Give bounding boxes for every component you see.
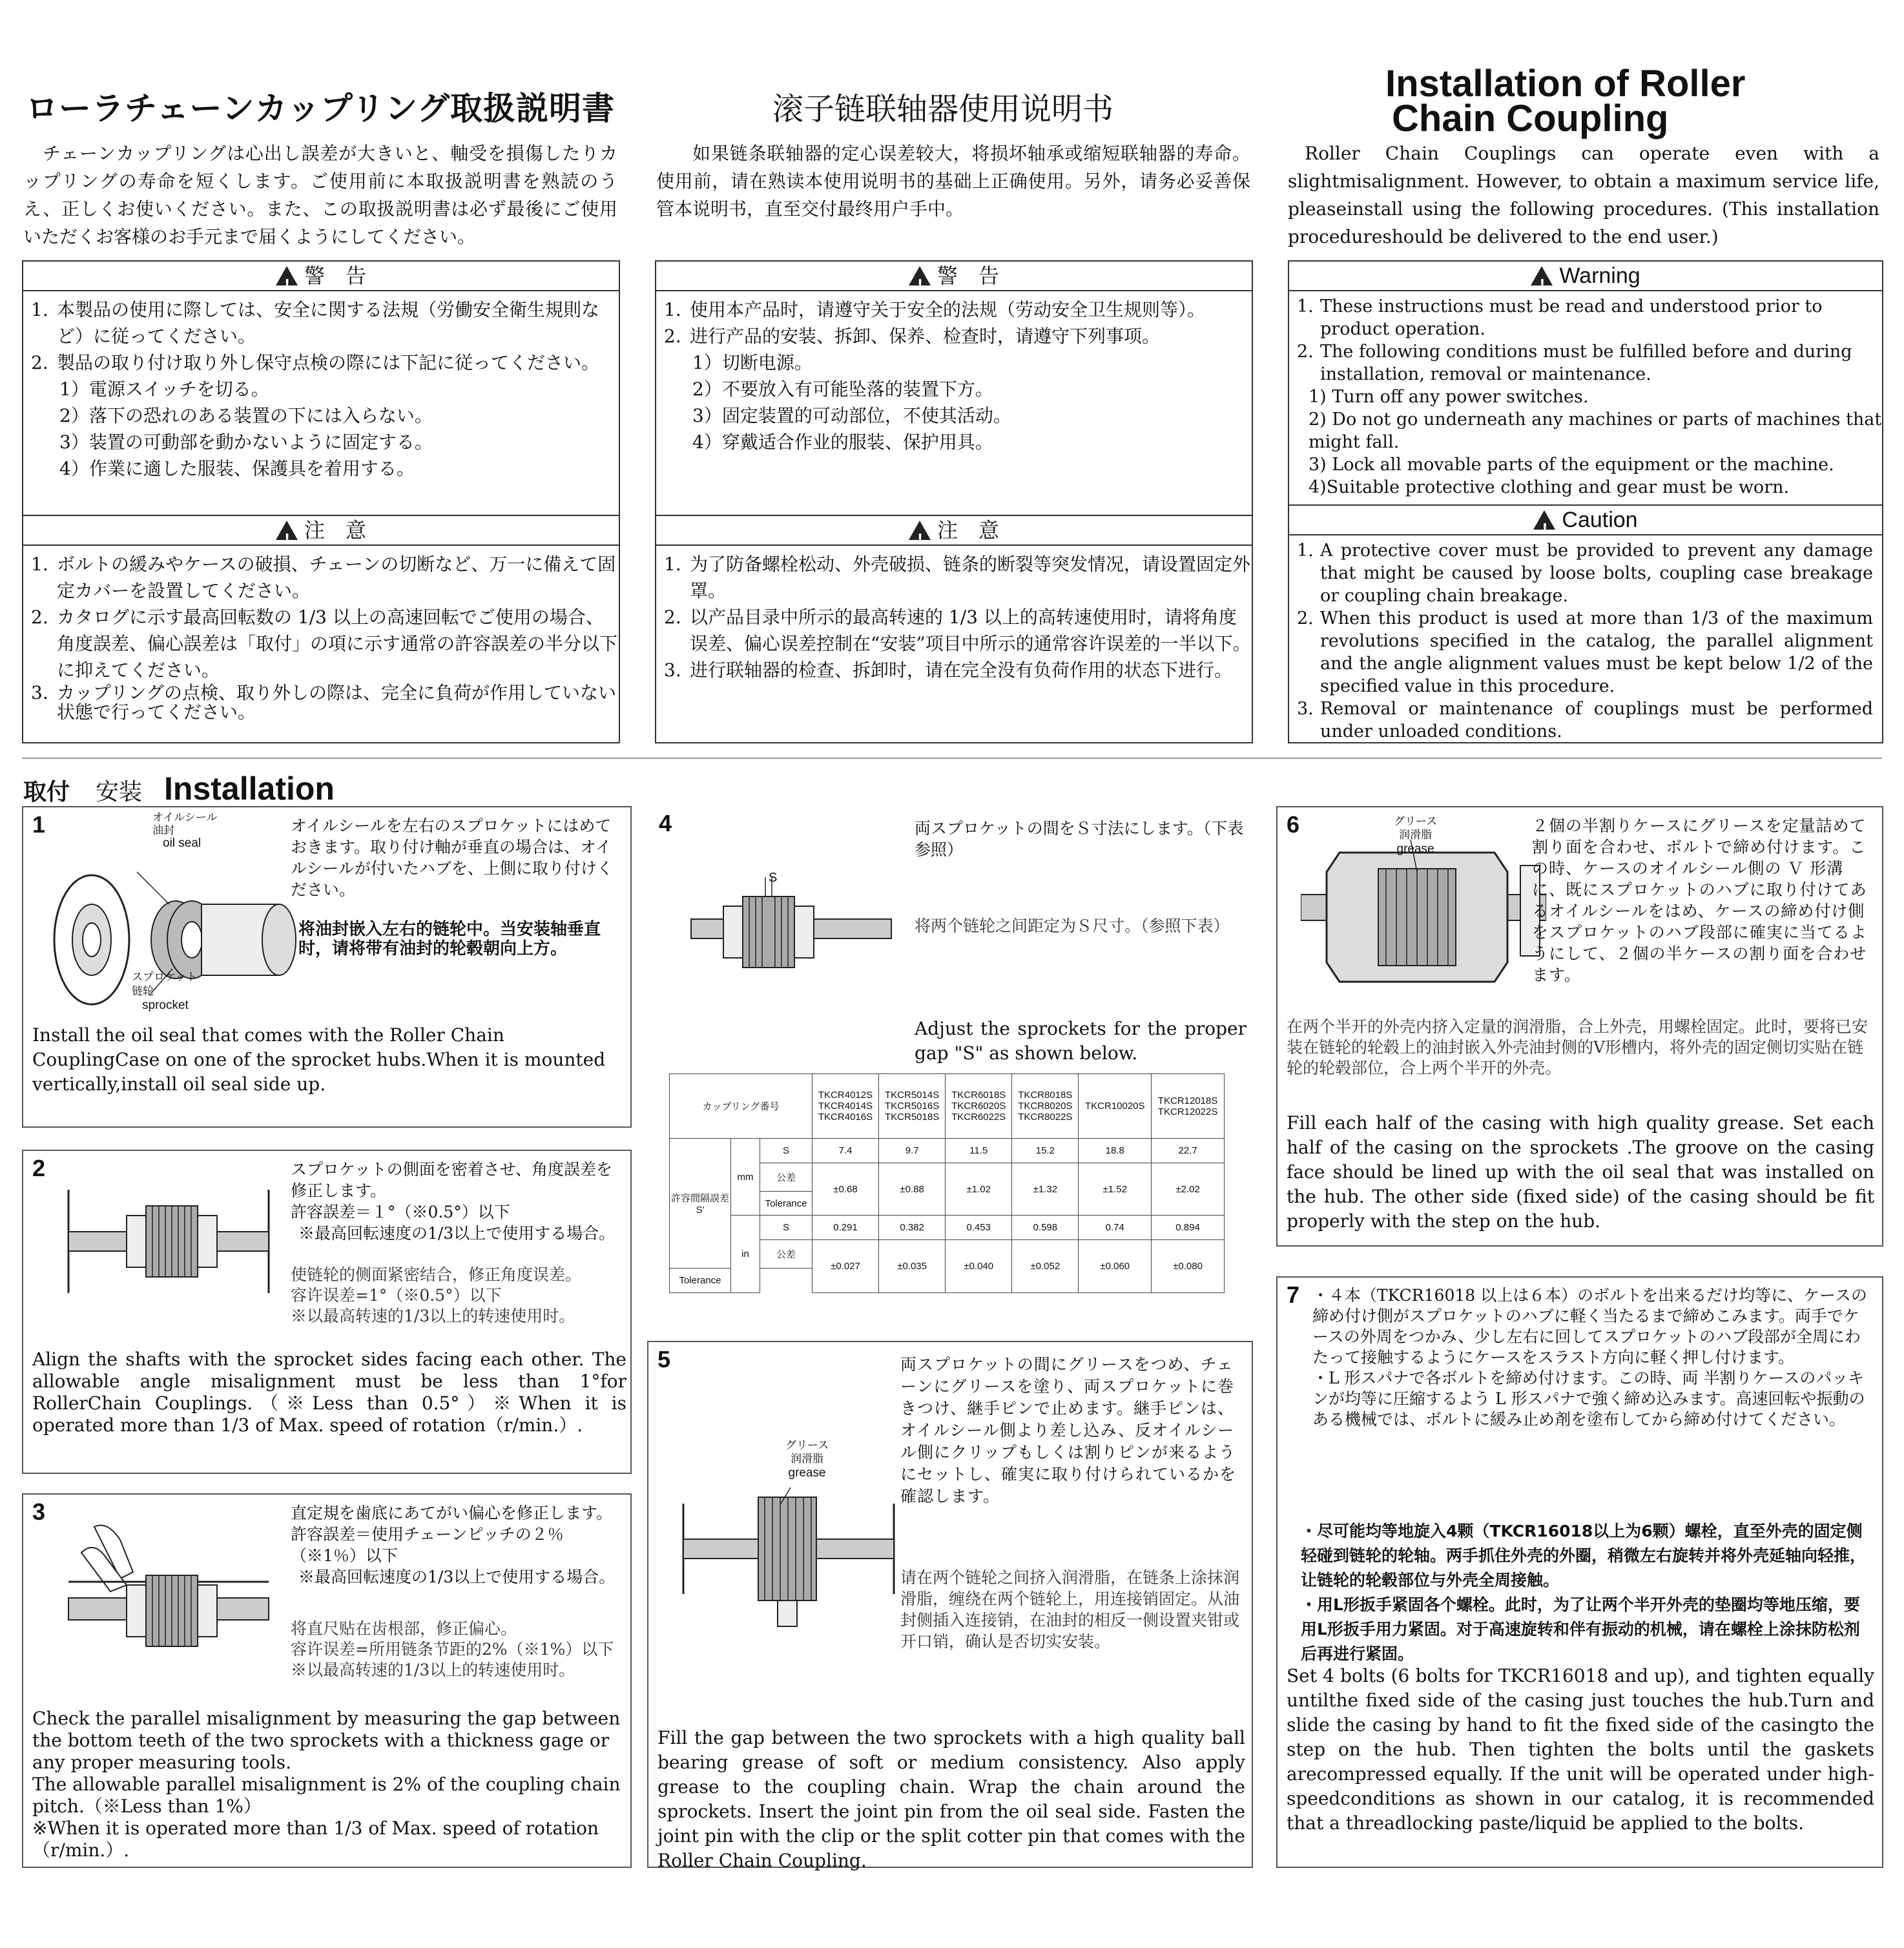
list-sub-item: 4)Suitable protective clothing and gear must be worn. bbox=[1309, 477, 1790, 497]
step-2-jp: スプロケットの側面を密着させ、角度誤差を修正します。 許容誤差＝１°（※0.5°）以下 ※最高回転速度の1/3以上で使用する場合。 bbox=[291, 1160, 616, 1243]
table-row: in S 0.291 0.382 0.453 0.598 0.74 0.894 bbox=[670, 1216, 1225, 1240]
step-6-jp: ２個の半割りケースにグリースを定量詰めて割り面を合わせ、ボルトで締め付けます。この時、ケースのオイルシール側の Ｖ 形溝に、既にスプロケットのハブに取り付けてあるオイルシールをはめ、ケースの締め付け側をスプロケットのハブ段部に確実に当てるようにして、２個の半ケースの割り面を合わせます。 bbox=[1532, 816, 1867, 984]
step-number: 3 bbox=[32, 1498, 46, 1525]
step-5-en: Fill the gap between the two sprockets with a high quality ball bearing grease of soft or medium consistency. Also apply grease to the coupling chain. Wrap the chain around the sprockets. Insert the joint pin from the oil seal side. Fasten the joint pin with the clip or the split cotter pin that comes with the Roller Chain Coupling. bbox=[657, 1727, 1245, 1871]
table-header-cell: TKCR4012S TKCR4014S TKCR4016S bbox=[812, 1074, 878, 1139]
unit-cell: in bbox=[731, 1216, 760, 1293]
gap-s-label: S bbox=[769, 871, 778, 885]
cn-caution-header: !注 意 bbox=[656, 515, 1252, 546]
table-header-cell: TKCR12018S TKCR12022S bbox=[1152, 1074, 1225, 1139]
warning-triangle-icon bbox=[1531, 266, 1553, 285]
casing-grease-illustration bbox=[1301, 833, 1546, 995]
table-row: Tolerance bbox=[670, 1269, 1225, 1293]
list-sub-item: 1) Turn off any power switches. bbox=[1309, 387, 1589, 407]
step-1-panel bbox=[22, 806, 632, 1128]
list-item: 1. A protective cover must be provided to prevent any damage that might be caused by loose bolts, coupling case breakage or coupling chain breakage. bbox=[1297, 541, 1873, 606]
step-number: 7 bbox=[1287, 1281, 1300, 1308]
table-row: 許容間隔誤差 S' mm S 7.4 9.7 11.5 15.2 18.8 22.7 bbox=[670, 1139, 1225, 1163]
warning-triangle-icon bbox=[909, 521, 931, 540]
table-row: 公差 ±0.027 ±0.035 ±0.040 ±0.052 ±0.060 ±0.080 bbox=[670, 1240, 1225, 1269]
step-3-cn: 将直尺贴在齿根部，修正偏心。 容许误差=所用链条节距的2%（※1%）以下 ※以最高转速的1/3以上的转速使用时。 bbox=[291, 1619, 614, 1679]
grease-chain-illustration bbox=[674, 1465, 907, 1633]
oil-seal-label: オイルシール 油封 oil seal bbox=[152, 811, 218, 850]
step-number: 1 bbox=[32, 811, 46, 838]
table-header-cell: TKCR8018S TKCR8020S TKCR8022S bbox=[1012, 1074, 1079, 1139]
step-2-panel bbox=[22, 1150, 632, 1474]
list-item: 2. 以产品目录中所示的最高转速的 1/3 以上的高转速使用时，请将角度误差、偏心误差控制在“安装”项目中所示的通常容许误差的一半以下。 bbox=[664, 606, 1251, 654]
cn-caution-body bbox=[656, 546, 1252, 683]
warning-triangle-icon bbox=[1533, 510, 1555, 530]
intro-jp: チェーンカップリングは心出し誤差が大きいと、軸受を損傷したりカップリングの寿命を短くします。ご使用前に本取扱説明書を熟読のうえ、正しくお使いください。また、この取扱説明書は必ず最後にご使用いただくお客様のお手元まで届くようにしてください。 bbox=[23, 143, 617, 247]
jp-warning-body bbox=[23, 291, 619, 515]
step-4-en: Adjust the sprockets for the proper gap "S" as shown below. bbox=[915, 1018, 1247, 1064]
warning-triangle-icon bbox=[276, 266, 298, 285]
step-7-cn: ・尽可能均等地旋入4颗（TKCR16018以上为6颗）螺栓，直至外壳的固定侧轻碰到链轮的轮轴。两手抓住外壳的外圈，稍微左右旋转并将外壳延轴向轻推，让链轮的轮毂部位与外壳全周接触。 ・用L形扳手紧固各个螺栓。此时，为了让两个半开外壳的垫圈均等地压缩，要用L形扳手用力紧固。对于高速旋转和伴有振动的机械，请在螺栓上涂抹防松剂后再进行紧固。 bbox=[1301, 1522, 1867, 1663]
cn-safety-box bbox=[655, 260, 1253, 743]
cn-warning-header: !警 告 bbox=[656, 262, 1252, 291]
step-number: 6 bbox=[1287, 811, 1300, 838]
table-header-cell: TKCR10020S bbox=[1079, 1074, 1152, 1139]
step-5-panel bbox=[647, 1341, 1253, 1871]
table-row: 公差 ±0.68 ±0.88 ±1.02 ±1.32 ±1.52 ±2.02 bbox=[670, 1163, 1225, 1191]
list-item: 2. When this product is used at more than 1/3 of the maximum revolutions specified in the catalog, the parallel alignment and the angle alignment values must be kept below 1/2 of the specified value in this procedure. bbox=[1297, 608, 1873, 696]
table-row: Tolerance bbox=[670, 1191, 1225, 1216]
list-sub-item: 2) Do not go underneath any machines or parts of machines that might fall. bbox=[1309, 409, 1882, 452]
step-2-cn: 使链轮的侧面紧密结合，修正角度误差。 容许误差=1°（※0.5°）以下 ※以最高转速的1/3以上的转速使用时。 bbox=[291, 1265, 582, 1325]
step-6-cn: 在两个半开的外壳内挤入定量的润滑脂，合上外壳，用螺栓固定。此时，要将已安装在链轮的轮毂上的油封嵌入外壳油封侧的V形槽内，将外壳的固定侧切实贴在链轮的轮毂部位，合上两个半开的外壳。 bbox=[1287, 1017, 1868, 1077]
step-3-en: Check the parallel misalignment by measuring the gap between the bottom teeth of the two sprockets with a thickness gage or any proper measuring tools. The allowable parallel misalignment is 2% of the coupling chain pitch.（※Less than 1%） ※When it is operated more than 1/3 of Max. speed of rotation（r/min.）. bbox=[32, 1708, 621, 1861]
step-1-cn: 将油封嵌入左右的链轮中。当安装轴垂直时，请将带有油封的轮毂朝向上方。 bbox=[298, 920, 601, 958]
step-4-jp: 両スプロケットの間をＳ寸法にします。（下表参照） bbox=[915, 819, 1244, 859]
step-5-cn: 请在两个链轮之间挤入润滑脂，在链条上涂抹润滑脂，缠绕在两个链轮上，用连接销固定。从油封侧插入连接销，在油封的相反一侧设置夹钳或开口销，确认是否切实安装。 bbox=[900, 1568, 1240, 1651]
table-header: カップリング番号 bbox=[670, 1074, 812, 1139]
step-number: 5 bbox=[657, 1346, 671, 1373]
page-title-jp: ローラチェーンカップリング取扱説明書 bbox=[26, 90, 615, 127]
step-6-en: Fill each half of the casing with high quality grease. Set each half of the casing on the sprockets .The groove on the casing face should be lined up with the oil seal that was installed on the hub. The other side (fixed side) of the casing should be fit properly with the step on the hub. bbox=[1287, 1112, 1874, 1232]
gap-spec-table bbox=[669, 1073, 1225, 1293]
list-item: 2. カタログに示す最高回転数の 1/3 以上の高速回転でご使用の場合、角度誤差、偏心誤差は「取付」の項に示す通常の許容誤差の半分以下に抑えてください。 bbox=[31, 606, 618, 681]
installation-heading: 取付 安装 Installation bbox=[23, 771, 335, 807]
list-item: 2. The following conditions must be fulfilled before and during installation, removal or maintenance. bbox=[1297, 342, 1852, 384]
jp-caution-body bbox=[23, 546, 619, 722]
list-sub-item: 3) Lock all movable parts of the equipment or the machine. bbox=[1309, 455, 1834, 475]
list-item: 1. ボルトの緩みやケースの破損、チェーンの切断など、万一に備えて固定カバーを設置してください。 bbox=[31, 554, 616, 601]
step-7-panel bbox=[1276, 1276, 1883, 1868]
list-item: 1. 为了防备螺栓松动、外壳破损、链条的断裂等突发情况，请设置固定外罩。 bbox=[664, 554, 1251, 601]
table-header-cell: TKCR5014S TKCR5016S TKCR5018S bbox=[879, 1074, 946, 1139]
unit-cell: mm bbox=[731, 1139, 760, 1216]
step-7-en: Set 4 bolts (6 bolts for TKCR16018 and up), and tighten equally untilthe fixed side of the casing just touches the hub.Turn and slide the casing by hand to fit the fixed side of the casingto the step on the hub. Then tighten the bolts until the gaskets arecompressed equally. If the unit will be operated under high-speedconditions as shown in our catalog, it is recommended that a threadlocking paste/liquid be applied to the bolts. bbox=[1287, 1665, 1874, 1834]
list-sub-item: 4）穿戴适合作业的服装、保护用具。 bbox=[692, 431, 993, 453]
sprocket-gap-illustration bbox=[685, 871, 898, 1000]
list-item: 3. 进行联轴器的检查、拆卸时，请在完全没有负荷作用的状态下进行。 bbox=[664, 659, 1233, 681]
en-warning-body bbox=[1289, 291, 1882, 504]
list-sub-item: 1）電源スイッチを切る。 bbox=[59, 378, 269, 400]
grease-label: グリース 润滑脂 grease bbox=[785, 1439, 829, 1480]
en-warning-header: !Warning bbox=[1289, 262, 1882, 291]
step-5-jp: 両スプロケットの間にグリースをつめ、チェーンにグリースを塗り、両スプロケットに巻きつけ、継手ピンで止めます。継手ピンは、オイルシール側より差し込み、反オイルシール側にクリップもしくは割りピンが来るようにセットし、確実に取り付けられているかを確認します。 bbox=[900, 1355, 1237, 1506]
jp-safety-box bbox=[22, 260, 620, 743]
list-sub-item: 3）装置の可動部を動かないように固定する。 bbox=[59, 431, 433, 453]
en-caution-body bbox=[1289, 535, 1882, 743]
en-caution-header: !Caution bbox=[1289, 504, 1882, 535]
table-header-cell: TKCR6018S TKCR6020S TKCR6022S bbox=[946, 1074, 1012, 1139]
table-row-label: 許容間隔誤差 S' bbox=[670, 1139, 731, 1269]
step-1-en: Install the oil seal that comes with the Roller Chain CouplingCase on one of the sprocket hubs.When it is mounted vertically,install oil seal side up. bbox=[32, 1024, 606, 1095]
page-title-en-1: Installation of Roller bbox=[1385, 63, 1746, 105]
warning-triangle-icon bbox=[909, 266, 931, 285]
step-3-panel bbox=[22, 1493, 632, 1868]
step-4-cn: 将两个链轮之间距定为Ｓ尺寸。（参照下表） bbox=[915, 917, 1230, 935]
list-item: 3. Removal or maintenance of couplings must be performed under unloaded conditions. bbox=[1297, 699, 1873, 741]
list-item: 3. カップリングの点検、取り外しの際は、完全に負荷が作用していない状態で行ってください。 bbox=[31, 682, 617, 723]
step-3-jp: 直定規を歯底にあてがい偏心を修正します。 許容誤差＝使用チェーンピッチの２％（※1％）以下 ※最高回転速度の1/3以上で使用する場合。 bbox=[291, 1504, 616, 1586]
intro-cn: 如果链条联轴器的定心误差较大，将损坏轴承或缩短联轴器的寿命。使用前，请在熟读本使用说明书的基础上正确使用。另外，请务必妥善保管本说明书，直至交付最终用户手中。 bbox=[656, 143, 1250, 220]
list-item: 1. These instructions must be read and understood prior to product operation. bbox=[1297, 296, 1823, 339]
step-6-panel bbox=[1276, 806, 1883, 1247]
list-item: 1. 本製品の使用に際しては、安全に関する法規（労働安全衛生規則など）に従ってください。 bbox=[31, 299, 600, 347]
list-item: 1. 使用本产品时，请遵守关于安全的法规（劳动安全卫生规则等）。 bbox=[664, 299, 1206, 320]
list-sub-item: 1）切断电源。 bbox=[692, 352, 812, 373]
step-4-panel bbox=[646, 806, 1253, 1303]
step-number: 2 bbox=[32, 1155, 46, 1181]
step-7-jp: ・４本（TKCR16018 以上は６本）のボルトを出来るだけ均等に、ケースの締め付け側がスプロケットのハブに軽く当たるまで締めこみます。両手でケースの外周をつかみ、少し左右に回してスプロケットのハブ段部が全周にわたって接触するようにケースをスラスト方向に軽く押し付けます。 ・L 形スパナで各ボルトを締め付けます。この時、両 半割りケースのパッキンが均等に圧縮するよう L 形スパナで強く締め込みます。高速回転や振動のある機械では、ボルトに緩み止め剤を塗布してから締め付けてください。 bbox=[1312, 1286, 1867, 1429]
list-sub-item: 2）不要放入有可能坠落的装置下方。 bbox=[692, 378, 993, 400]
angle-alignment-illustration bbox=[56, 1177, 288, 1306]
sprocket-label: スプロケット 链轮 sprocket bbox=[132, 971, 198, 1012]
jp-warning-header: !警 告 bbox=[23, 262, 619, 291]
warning-triangle-icon bbox=[276, 521, 298, 540]
step-1-jp: オイルシールを左右のスプロケットにはめておきます。取り付け軸が垂直の場合は、オイルシールが付いたハブを、上側に取り付けください。 bbox=[291, 816, 613, 899]
list-item: 2. 製品の取り付け取り外し保守点検の際には下記に従ってください。 bbox=[31, 352, 600, 373]
parallel-alignment-illustration bbox=[56, 1514, 288, 1656]
en-safety-box bbox=[1288, 260, 1883, 743]
list-sub-item: 2）落下の恐れのある装置の下には入らない。 bbox=[59, 405, 433, 426]
list-sub-item: 4）作業に適した服装、保護具を着用する。 bbox=[59, 458, 415, 479]
list-sub-item: 3）固定装置的可动部位，不使其活动。 bbox=[692, 405, 1011, 426]
list-item: 2. 进行产品的安装、拆卸、保养、检查时，请遵守下列事项。 bbox=[664, 326, 1161, 347]
step-number: 4 bbox=[659, 810, 672, 836]
intro-en: Roller Chain Couplings can operate even with a slightmisalignment. However, to obtain a maximum service life, pleaseinstall using the following procedures. (This installation procedureshould be delivered to the end user.) bbox=[1288, 143, 1879, 247]
cn-warning-body bbox=[656, 291, 1252, 515]
page-title-cn: 滚子链联轴器使用说明书 bbox=[772, 91, 1114, 127]
grease-label: グリース 润滑脂 grease bbox=[1394, 815, 1438, 856]
step-2-en: Align the shafts with the sprocket sides facing each other. The allowable angle misalignment must be less than 1°for RollerChain Couplings.（※Less than 0.5°）※When it is operated more than 1/3 of Max. speed of rotation（r/min.）. bbox=[32, 1349, 626, 1436]
jp-caution-header: !注 意 bbox=[23, 515, 619, 546]
page-title-en-2: Chain Coupling bbox=[1392, 98, 1669, 140]
section-divider bbox=[22, 758, 1882, 759]
